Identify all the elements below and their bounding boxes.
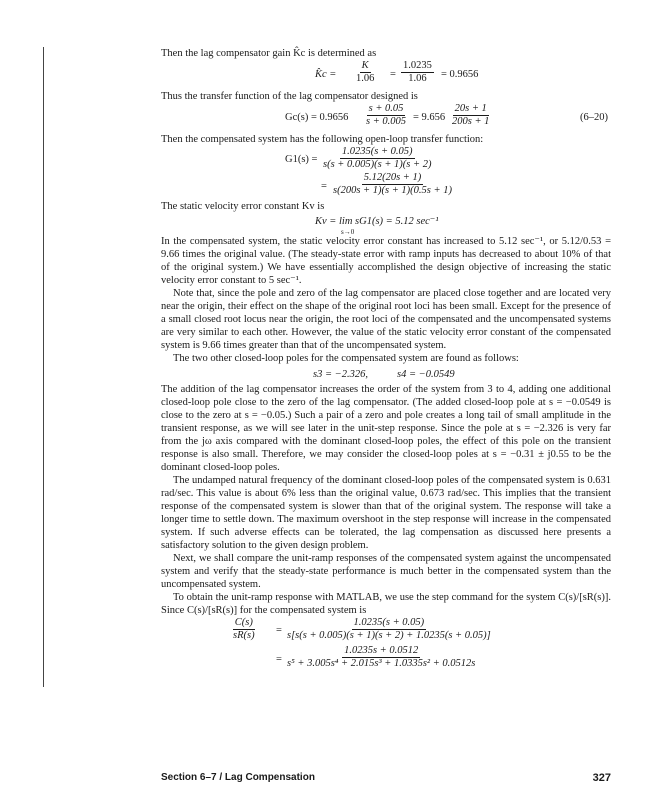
page-number: 327 <box>592 772 611 784</box>
intro-kv: The static velocity error constant Kv is <box>161 201 325 212</box>
paragraph-added-pole: The addition of the lag compensator increases the order of the system from 3 to 4, adding one additional closed-loop pole close to the zero of the lag compensator. (The added closed-loop pole at s = −0.0549 is close to the zero at s = −0.05.) Such a pair of a zero and pole creates a long tail of small amplitude in the transient response, as we will see later in the unit-step response. Since the pole at s = −2.326 is very far from the jω axis compared with the dominant closed-loop poles, the effect of this pole on the transient response is also small. Therefore, we may consider the closed-loop poles at s = −0.31 ± j0.55 to be the dominant closed-loop poles. <box>161 384 611 473</box>
equation-gain: K̂c = $\frac{K}{1.06}$ = $\frac{1.0235}{1.06}$ = 0.9656 <box>315 60 479 84</box>
margin-rule <box>43 47 44 687</box>
section-label: Section 6–7 / Lag Compensation <box>161 772 315 783</box>
equation-poles: s3 = −2.326, s4 = −0.0549 <box>313 369 455 380</box>
paragraph-kv-result: In the compensated system, the static velocity error constant has increased to 5.12 sec⁻¹, or 5.12/0.53 = 9.66 times the original value. (The steady-state error with ramp inputs has decreased to about 10% of that of the original system.) We have essentially accomplished the design objective of increasing the static velocity error constant to 5 sec⁻¹. <box>161 236 611 286</box>
intro-gain: Then the lag compensator gain K̂c is determined as <box>161 48 377 59</box>
page-body <box>161 47 611 673</box>
equation-gc: Gc(s) = 0.9656 $\frac{s + 0.05}{s + 0.005}$ = 9.656 $\frac{20s + 1}{200s + 1}$ (6–20) <box>285 103 608 127</box>
paragraph-ramp-compare: Next, we shall compare the unit-ramp responses of the compensated system against the uncompensated system and verify that the steady-state performance is much better in the compensated system than the uncompensated system. <box>161 553 611 590</box>
equation-kv: Kv = lim sG1(s) = 5.12 sec⁻¹ s→0 <box>315 216 439 236</box>
equation-c-over-sr: $\frac{C(s)}{sR(s)}$ = $\frac{1.0235(s + 0.05)}{s[s(s + 0.005)(s + 1)(s + 2) + 1.0235(s + 0.05)]}$ = $\frac{1.0235s + 0.0512}{\text{s⁵ + 3.005s⁴ + 2.015s³ + 1.0335s² + 0.0512s}}$ <box>233 617 491 669</box>
paragraph-natural-frequency: The undamped natural frequency of the dominant closed-loop poles of the compensated system is 0.631 rad/sec. This value is about 6% less than the original value, 0.673 rad/sec. This implies that the transient response of the compensated system is slower than that of the original system. The response will take a longer time to settle down. The maximum overshoot in the step response will increase in the compensated system. If such adverse effects can be tolerated, the lag compensation as discussed here presents a satisfactory solution to the given design problem. <box>161 475 611 551</box>
intro-gc: Thus the transfer function of the lag compensator designed is <box>161 91 418 102</box>
intro-g1: Then the compensated system has the following open-loop transfer function: <box>161 134 484 145</box>
paragraph-root-loci: Note that, since the pole and zero of the lag compensator are placed close together and are located very near the origin, their effect on the shape of the original root loci has been small. Except for the presence of a small closed root locus near the origin, the root loci of the compensated and the uncompensated systems are very similar to each other. However, the value of the static velocity error constant of the compensated system is 9.66 times greater than that of the uncompensated system. <box>161 288 611 351</box>
paragraph-matlab: To obtain the unit-ramp response with MATLAB, we use the step command for the system C(s)/[sR(s)]. Since C(s)/[sR(s)] for the compensated system is <box>161 592 611 616</box>
paragraph-other-poles: The two other closed-loop poles for the compensated system are found as follows: <box>173 353 519 364</box>
page-footer <box>161 772 611 786</box>
equation-g1: G1(s) = $\frac{1.0235(s + 0.05)}{s(s + 0.005)(s + 1)(s + 2)}$ = $\frac{5.12(20s + 1)}{s(200s + 1)(s + 1)(0.5s + 1)}$ <box>285 146 452 196</box>
